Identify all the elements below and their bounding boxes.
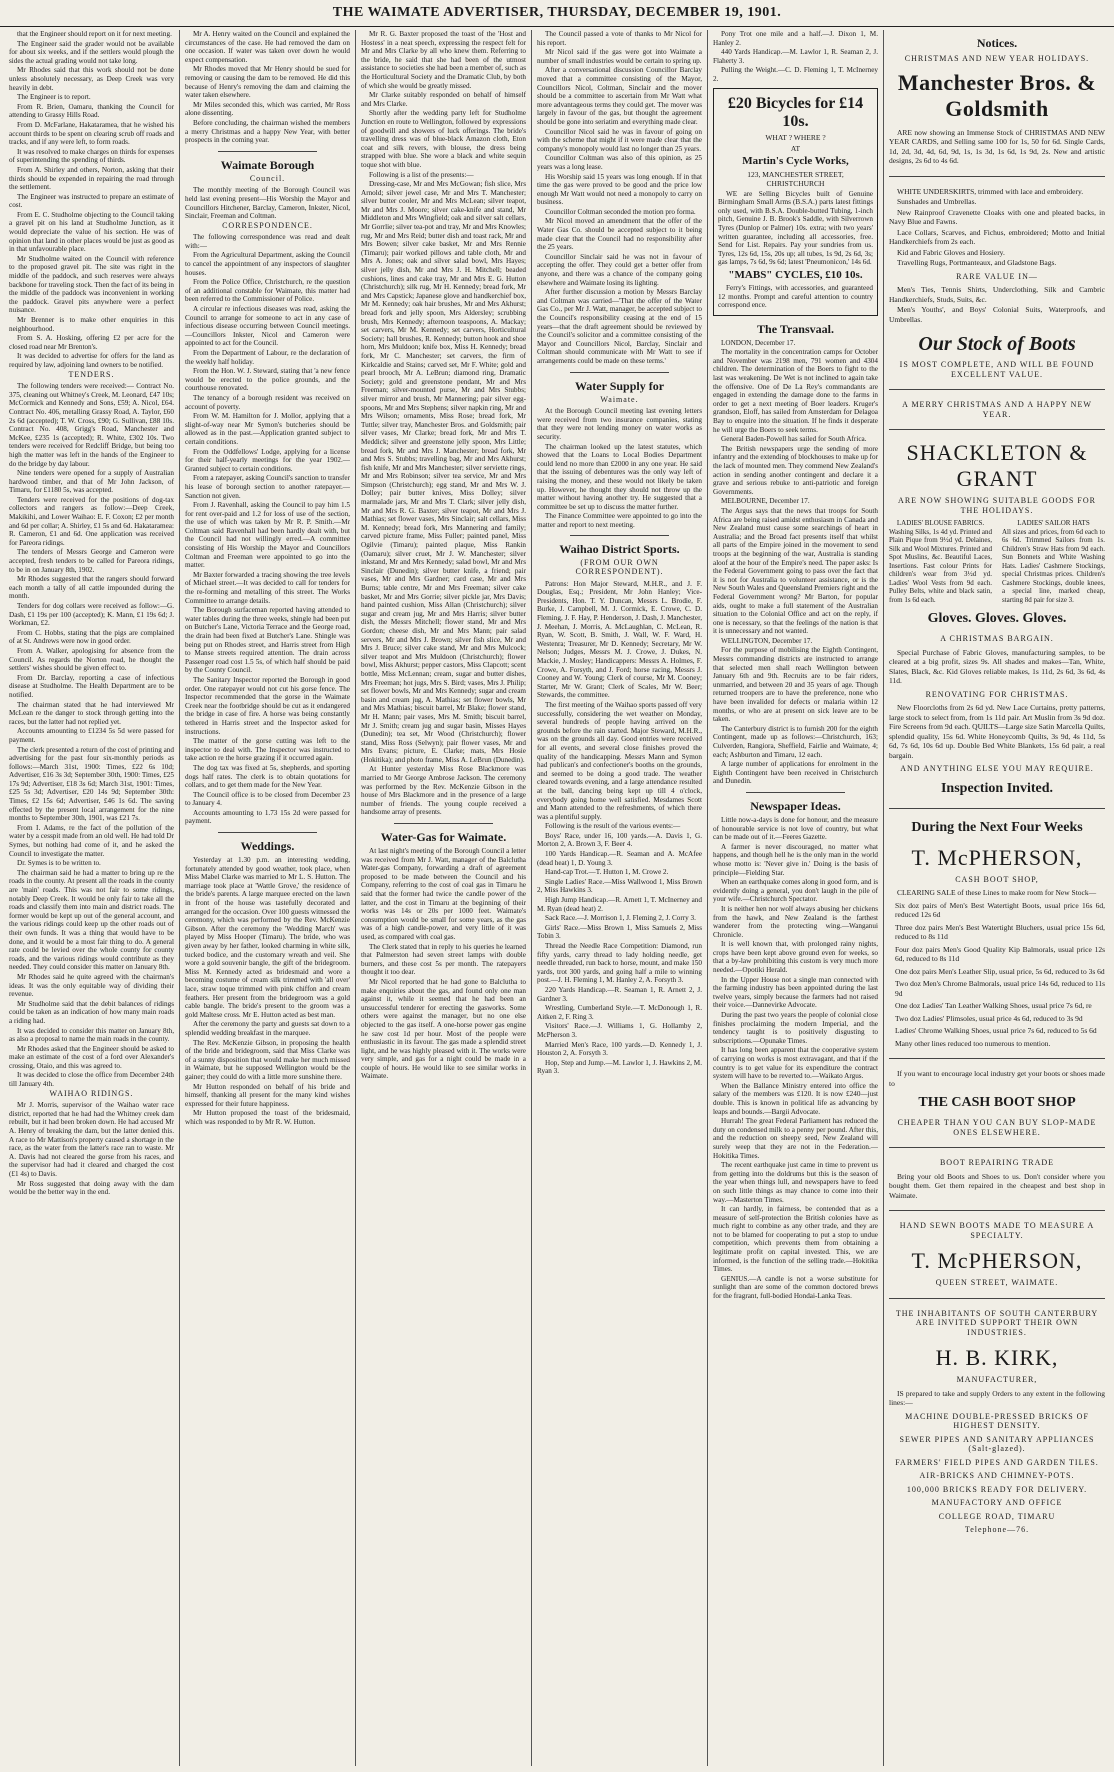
paragraph: From D. McFarlane, Hakataramea, that he wished his account thirds to be spent on clearing scrub off roads and tracks, and if any were left, to form roads.: [9, 120, 174, 147]
paragraph: Mr Clarke suitably responded on behalf of himself and Mrs Clarke.: [361, 91, 526, 108]
gloves-heading: Gloves. Gloves. Gloves.: [927, 611, 1067, 626]
paragraph: Councillor Sinclair said he was not in favour of accepting the offer. They could get a better offer from anyone, and there was a chance of the company going elsewhere and Waimate losing its lighting.: [537, 252, 702, 287]
article-headline: Water-Gas for Waimate.: [380, 830, 507, 845]
paragraph: Dr. Symes is to be written to.: [17, 859, 101, 868]
mcpherson-name: T. McPHERSON,: [911, 844, 1083, 870]
kirk-line: 100,000 BRICKS READY FOR DELIVERY.: [906, 1484, 1088, 1494]
paragraph: The Engineer is to report.: [17, 93, 91, 102]
merry-christmas: A MERRY CHRISTMAS AND A HAPPY NEW YEAR.: [902, 400, 1092, 419]
masthead: THE WAIMATE ADVERTISER, THURSDAY, DECEMBER 19, 1901.: [0, 0, 1114, 27]
paragraph: The tenders of Messrs George and Cameron were accepted, fresh tenders to be called for Pareora ridings, to be in on January 8th, 1902.: [9, 548, 174, 574]
list-body: Washing Silks, 1s 4d yd. Printed and Plain Pique from 9½d yd. Delaines, Silk and Wool Mixtures. Printed and Spot Muslins, &c. Beautiful Laces, Insertions. Fast colour Prints for children's wear from 3½d yd. Ladies' Wool Vests from 9d each. Pulley Belts, white and black satin, from 1s 6d each.: [889, 527, 992, 604]
queen-street: QUEEN STREET, WAIMATE.: [935, 1278, 1059, 1287]
paragraph: Mr Rhodes said that this work should not be done unless absolutely necessary, as Deep Creek was very heavily in debt.: [9, 66, 174, 92]
paragraph: From Dr. Barclay, reporting a case of infectious disease at Studholme. The Health Department are to be notified.: [9, 673, 174, 699]
divider: [218, 151, 317, 152]
column-5: [708, 30, 884, 1766]
paragraph: The Council passed a vote of thanks to Mr Nicol for his report.: [537, 30, 702, 47]
advert-line: WHITE UNDERSKIRTS, trimmed with lace and embroidery.: [897, 186, 1084, 196]
paragraph: Mr Nicol reported that he had gone to Balclutha to make enquiries about the gas, and found only one man against it, while it seemed that he had been an unsuccessful tenderer for erecting the gasworks. Some others were against the manager, but no one else objected to the gas itself. A one-horse power gas engine he saw cost 1d per hour. Most of the people were enthusiastic in its favour. The gas made a splendid street light, and he was highly pleased with it. The works were very simple, and gas for a night could be made in a couple of hours. He would like to see similar works in Waimate.: [361, 977, 526, 1081]
paragraph: The Borough surfaceman reported having attended to water tables during the three weeks, shingle had been put on Butcher's Lane, Victoria Terrace and the George road, the drain had been fixed at Butcher's Lane. Shingle was being put on Rhodes street, and Harris street from High to Manse streets required attention. The drain across Passenger road cost 1.5 5s, of which half should be paid by the County Council.: [185, 606, 350, 675]
paragraph: Hop, Step and Jump.—M. Lawlor 1, J. Hawkins 2, M. Ryan 3.: [537, 1058, 702, 1076]
paragraph: Mr Ross suggested that doing away with the dam would be the better way in the end.: [9, 1179, 174, 1197]
paragraph: WELLINGTON, December 17.: [721, 636, 813, 645]
kirk-line: MACHINE DOUBLE-PRESSED BRICKS OF HIGHEST DENSITY.: [905, 1411, 1089, 1430]
divider: [889, 389, 1105, 390]
paragraph: From W. M. Hamilton for J. Mollor, applying that a slight-of-way near Mr Symon's butcheries should be allowed as in the past.—Application granted subject to certain conditions.: [185, 412, 350, 446]
college-road: COLLEGE ROAD, TIMARU: [938, 1511, 1056, 1521]
article-headline: Water Supply for: [574, 378, 665, 393]
paragraph: High Jump Handicap.—R. Arnett 1, T. McInerney and M. Ryan (dead heat) 2.: [537, 896, 702, 913]
clearing-sale: CLEARING SALE of these Lines to make room for New Stock—: [897, 888, 1097, 897]
paragraph: Mr Studholme waited on the Council with reference to the proposed gravel pit. The site was right in the middle of the paddock, and such reserves were always backbone for traveling stock. Then the fact of its being in the middle of the paddock was inconvenient in working the paddock. Gravel pits anywhere were a perfect nuisance.: [9, 254, 174, 315]
advert-body: Special Purchase of Fabric Gloves, manufacturing samples, to be cleared at a big profit, sizes 9s. All shades and makes—Tan, White, Slates, Black, &c. Kid Gloves reliable makes, 1s 11d, 2s 6d, 3s 6d, 4s 11d.: [889, 647, 1105, 685]
paragraph: Mr Nicol moved an amendment that the offer of the Water Gas Co. should be accepted subject to it being made clear that the Council had no responsibility after the 25 years.: [537, 217, 702, 252]
paragraph: Mr Rhodes suggested that the rangers should forward each month a tally of all cattle impounded during the month.: [9, 575, 174, 601]
article-subheadline: Waimate.: [600, 394, 639, 404]
paragraph: Married Men's Race, 100 yards.—D. Kennedy 1, J. Houston 2, A. Forsyth 3.: [537, 1040, 702, 1058]
paragraph: Tenders for dog collars were received as follow:—G. Dash, £1 19s per 100 (accepted); K. Mann, £1 19s 6d; J. Workman, £2.: [9, 602, 174, 628]
advert-body: New Floorcloths from 2s 6d yd. New Lace Curtains, pretty patterns, large stock to select from, from 1s 11d pair. Art Muslin from 3s 9d doz. Fire Screens from 9d each. QUILTS—Large size Satin Marcella Quilts, splendid quality, 15s 6d. White Honeycomb Quilts, 3s 9d, 4s 11d, 5s 6d, 7s 6d, 10s 6d up. Double Bed White Blankets, 15s 6d pair, a real bargain.: [889, 703, 1105, 760]
advert-line: Men's Ties, Tennis Shirts, Underclothing, Silk and Cambric Handkerchiefs, Studs, Suits, &c.: [889, 285, 1105, 304]
advert-body: IS prepared to take and supply Orders to any extent in the following lines:—: [889, 1388, 1105, 1407]
column-1: [4, 30, 180, 1766]
bicycle-advert: [713, 88, 878, 316]
paragraph: Thread the Needle Race Competition: Diamond, run fifty yards, carry thread to lady holding needle, get needle threaded, run back to horse, mount, and make 150 yards, trot 300 yards, and going half a mile to winning post.—J. H. Fleming 1, M. Hanley 2, A. Forsyth 3.: [537, 942, 702, 985]
paragraph: The recent earthquake just came in time to prevent us from getting into the doldrums but this is the season of the year when things lull, and newspapers have to feed on such little things as may chance to come into their way.—Masterton Times.: [713, 1161, 878, 1204]
paragraph: At last night's meeting of the Borough Council a letter was received from Mr J. Watt, manager of the Balclutha Water-gas Company, forwarding a draft of agreement proposed to be made between the Council and his Company, referring to the cost of coal gas in Timaru he said that the former had twice the candle power of the latter, and the cost in Timaru at the beginning of their works was 14s or 20s per 1000 feet. Waimate's consumption would be small for some years, as the gas was of a high candle-power, and very little of it was used, as compared with coal gas.: [361, 847, 526, 941]
paragraph: It was decided to consider this matter on January 8th, as also a proposal to name the main roads in the county.: [9, 1026, 174, 1044]
paragraph: 100 Yards Handicap.—R. Seaman and A. McAfee (dead heat) 1, D. Young 3.: [537, 850, 702, 867]
paragraph: Single Ladies' Race.—Miss Wallwood 1, Miss Brown 2, Miss Hawkins 3.: [537, 877, 702, 895]
paragraph: A circular re infectious diseases was read, asking the Council to arrange for someone to act in any case of infectious disease occurring between Council meetings.—Councillors Inkster, Nicol and Cameron were appointed to act for the Council.: [185, 305, 350, 348]
advert-address: 123, MANCHESTER STREET, CHRISTCHURCH: [747, 169, 844, 188]
paragraph: The Finance Committee were appointed to go into the matter and report to next meeting.: [537, 512, 702, 529]
four-weeks-heading: During the Next Four Weeks: [911, 819, 1083, 835]
paragraph: During the past two years the people of colonial close finishes proclaiming the modern Imperial, and the tendency taught is to positively disgusting to subscriptions.—Opunake Times.: [713, 1011, 878, 1045]
divider: [889, 1298, 1105, 1299]
paragraph: Accounts amounting to £1234 5s 5d were passed for payment.: [9, 727, 174, 744]
inhabitants-line: THE INHABITANTS OF SOUTH CANTERBURY ARE INVITED SUPPORT THEIR OWN INDUSTRIES.: [895, 1308, 1099, 1337]
paragraph: The Clerk stated that in reply to his queries he learned that Palmerston had seven street lamps with double burners, and these cost 5s per month. The ratepayers thought it too dear.: [361, 942, 526, 977]
divider: [889, 1147, 1105, 1148]
paragraph: From the Police Office, Christchurch, re the question of an additional constable for Waimate, this matter had been referred to the Commissioner of Police.: [185, 278, 350, 304]
advert-line: Sunshades and Umbrellas.: [897, 197, 977, 206]
article-headline: Waimate Borough: [220, 157, 315, 172]
paragraph: The Council office is to be closed from December 23 to January 4.: [185, 790, 350, 808]
paragraph: The following tenders were received:— Contract No. 375, cleaning out Whitney's Creek, M. Leonard, £47 10s; McCormick and Kennedy and Sons, £59; A. Nicol, £64. Contract No. 406, metalling Grassy Road, A. Taylor, £60 2s 6d (accepted); T. W. Cross, £90; G. Sullivan, £88 10s. Contract No. 408, Grigg's Road, Manchester and McKee, £235 1s (accepted); R. White, £302 10s. Two tenders were received for Redcliff Bridge, but being too high the matter was left in the hands of the Engineer to do the bridge by day labour.: [9, 382, 174, 468]
article-subheadline: Council.: [249, 173, 286, 183]
paragraph: It was resolved to make charges on thirds for expenses of superintending the spending of thirds.: [9, 147, 174, 165]
paragraph: The Sanitary Inspector reported the Borough in good order. One ratepayer would not cut his gorse fence. The Inspector recommended that the gorse in the Waimate Creek near the footbridge should be cut as it endangered the bridge in case of fire. A horse was being constantly tethered in Harris street and the Inspector asked for instructions.: [185, 675, 350, 736]
paragraph: In the Upper House not a single man connected with the farming industry has been appointed during the last twelve years, simply because the farmers had not raised their voice.—Dannevirke Advocate.: [713, 975, 878, 1010]
paragraph: The chairman stated that he had interviewed Mr McLean re the danger to stock through getting into the races, but the latter had not replied yet.: [9, 700, 174, 726]
manchester-bros-name: Manchester Bros. & Goldsmith: [897, 69, 1097, 121]
section-heading: CORRESPONDENCE.: [222, 220, 313, 230]
paragraph: The first meeting of the Waihao sports passed off very successfully, considering the wet weather on Monday, several hundreds of people having arrived on the grounds before the rain started. Major Steward, M.H.R., was on the grounds all day. Good entries were received for all events, and several close finishes proved the quality of the handicapping. Messrs Mann and Symon had publican's and confectioner's booths on the grounds, and seemed to be doing a good trade. The weather cleared towards evening, and a large attendance resulted at the ball, dancing being kept up till 4 o'clock, everybody going home well satisfied. Mesdames Scott and Mann attended to the refreshments, of which there was a plentiful supply.: [537, 700, 702, 821]
price-line: Two doz Men's Chrome Balmorals, usual price 14s 6d, reduced to 11s 9d: [895, 979, 1105, 998]
advert-body: ARE now showing an Immense Stock of CHRISTMAS AND NEW YEAR CARDS, and Selling same 100 for 1s, 50 for 6d. Single Cards, 1d, 2d, 3d, 4d, 6d, 9d, 1s, 1s 3d, 1s 6d, 1s 9d, 2s. New and artistic designs, 2s 6d to 4s 6d.: [889, 127, 1105, 165]
kirk-line: SEWER PIPES AND SANITARY APPLIANCES (Salt-glazed).: [899, 1434, 1095, 1453]
paragraph: Mr Baxter forwarded a tracing showing the tree levels of Michael street.—It was decided to call for tenders for the re-forming and metalling of this street. The Works Committee to arrange details.: [185, 570, 350, 605]
paragraph: Mr Hutton responded on behalf of his bride and himself, thanking all present for the many kind wishes expressed for their future happiness.: [185, 1082, 350, 1108]
paragraph: The following correspondence was read and dealt with:—: [185, 233, 350, 250]
advert-line: Men's Youths', and Boys' Colonial Suits, Waterproofs, and Umbrellas.: [889, 305, 1105, 324]
paragraph: From the Department of Labour, re the declaration of the weekly half holiday.: [185, 349, 350, 366]
paragraph: Mr Hutton proposed the toast of the bridesmaid, which was responded to by Mr R. W. Hutton.: [185, 1109, 350, 1126]
gloves-subheading: A CHRISTMAS BARGAIN.: [940, 634, 1054, 643]
manufactory: MANUFACTORY AND OFFICE: [931, 1498, 1063, 1507]
paragraph: Before concluding, the chairman wished the members a merry Christmas and a happy New Year, with better prospects in the coming year.: [185, 118, 350, 145]
rare-value: RARE VALUE IN—: [956, 271, 1038, 281]
two-column-list: [889, 519, 1105, 604]
paragraph: Visitors' Race.—J. Williams 1, G. Hollamby 2, McPherson 3.: [537, 1022, 702, 1039]
price-line: One doz pairs Men's Leather Slip, usual price, 5s 6d, reduced to 3s 6d: [895, 966, 1105, 976]
paragraph: Mr J. Morris, supervisor of the Waihao water race district, reported that he had had the Whitney creek dam rebuilt, but it had been broken down. He had accused Mr A. Henry of breaking the dam, but the latter denied this. A race to Mr Mattison's property caused a shortage in the race, as the water from the latter's race ran to waste. Mr A. Davis had not cleared the gorse from his races, and the supervisor had had it cleared and charged the cost (£1 4s) to Davis.: [9, 1101, 174, 1178]
paragraph: Patrons: Hon Major Steward, M.H.R., and J. F. Douglas, Esq.; President, Mr John Hanley; Vice-Presidents, Hon. T. Y. Duncan, Messrs L. Brodie, F. Burke, J. Campbell, M. J. Cormick, E. Crowe, C. D. Fleming, J. F. Hay, P. Henderson, J. Dash, J. Manchester, J. Meehan, J. Morris, A. McLaughlan, C. McLean, R. Ryan, W. Scott, B. Smith, J. Wall, W. F. Ward, H. Westenra; Treasurer, Mr D. Kennedy; Secretary, Mr W. Nelson; Judges, Messrs M. J. Crowe, J. Dukes, N. Mackie, J. Mosley; Handicappers: Messrs A. Holmes, F. Crowe, A. Forsyth, and J. Ford; horse racing, Messrs J. Cooney and W. Young; Clerk of course, Mr M. Cooney; Starter, Mr W. Grant; Clerk of Scales, Mr W. Beer; Stewards, the committee.: [537, 579, 702, 700]
paragraph: Little now-a-days is done for honour, and the measure of honourable service is not love of country, but what can be made out of it.—Feeres Gazette.: [713, 815, 878, 842]
paragraph: Councillor Nicol said he was in favour of going on with the scheme that might if it were made clear that the company's monopoly would last no longer than 25 years.: [537, 127, 702, 153]
paragraph: Shortly after the wedding party left for Studholme Junction en route to Wellington, followed by expressions of goodwill and showers of luck offerings. The bride's travelling dress was of blue-black Amazon cloth, Eton coat and silk revers, with blouse, the dress being strapped with blue. She wore a black and white sequin toque shot with blue.: [361, 109, 526, 169]
paragraph: Wrestling, Cumberland Style.—T. McDonough 1, R. Aitken 2, F. Ring 3.: [537, 1004, 702, 1021]
paragraph: Accounts amounting to 1.73 15s 2d were passed for payment.: [185, 808, 350, 826]
paragraph: From E. C. Studholme objecting to the Council taking a gravel pit on his land at Studholme Junction, as it would depreciate the value of his section. He was of opinion that land in other places would be just as good as in that unfavourable place.: [9, 210, 174, 254]
notices-heading: Notices.: [976, 36, 1018, 50]
paragraph: 440 Yards Handicap.—M. Lawlor 1, R. Seaman 2, J. Flaherty 3.: [713, 48, 878, 65]
handsewn-line: HAND SEWN BOOTS MADE TO MEASURE A SPECIALTY.: [899, 1221, 1095, 1240]
paragraph: Tenders were received for the positions of dog-tax collectors and rangers as follow:—Deep Creek, Makikihi, and Lower Waihao: E. F. Coxon; £2 per month and 6d per collar; A. Shirley, £1 5s and 6d. Hakataramea: R. Cameron, £1 and 6d. One application was received for Pareora ridings.: [9, 495, 174, 547]
list-body: All sizes and prices, from 6d each to 6s 6d. Trimmed Sailors from 1s. Children's Straw Hats from 9d each. Sun Bonnets and White Washing Hats. Ladies' Cashmere Stockings, special Christmas prices. Children's Cashmere Stockings, double knees, a special line, marked cheap, starting 8d pair for size 3.: [1002, 527, 1105, 604]
paragraph: Yesterday at 1.30 p.m. an interesting wedding, fortunately attended by good weather, took place, when Miss Mabel Clarke was married to Mr L. S. Hutton. The marriage took place at 'Wattle Grove,' the residence of the bride's parents. A large marquee erected on the lawn in front of the house was tastefully decorated and arranged for the occasion. Over 100 guests witnessed the ceremony, which was performed by the Rev. McKenzie Gibson. After the ceremony the 'Wedding March' was played by Miss Hooper (Timaru). The bride, who was given away by her father, looked charming in white silk, tucked bodice, and the customary wreath and veil. She wore a gold souvenir bangle, the gift of the bridegroom. Miss M. Kennedy acted as bridesmaid and wore a becoming costume of cream silk trimmed with 'all over' lace, straw toque trimmed with pink chiffon and cream feathers. Her present from the bridegroom was a gold cable bangle. The bride's present to the groom was a gold Maltese cross. Mr E. Hutton acted as best man.: [185, 856, 350, 1019]
paragraph: From the Oddfellows' Lodge, applying for a license for their half-yearly meetings for the year 1902.—Granted subject to certain conditions.: [185, 447, 350, 473]
advert-line: New Rainproof Cravenette Cloaks with one and pleated backs, in Navy Blue and Fawns.: [889, 207, 1105, 226]
paragraph: It is neither hen nor wolf always abusing her chickens from the hawk, and New Zealand is the farthest wanderer from the protecting wing.—Wanganui Chronicle.: [713, 904, 878, 939]
paragraph: General Baden-Powell has sailed for South Africa.: [721, 435, 867, 444]
paragraph: After a conversational discussion Councillor Barclay moved that a committee consisting of the Mayor, Councillors Nicol, Coltman, Sinclair and the mover should be a committee to ascertain from Mr Watt what more advantageous terms they could get. The mover was largely in favour of the gas, but thought the agreement should be gone into seriatim and everything made clear.: [537, 66, 702, 126]
paragraph: Pulling the Weight.—C. D. Fleming 1, T. McInerney 2.: [713, 66, 878, 83]
divider: [889, 808, 1105, 809]
paragraph: LONDON, December 17.: [721, 338, 796, 347]
paragraph: Mr R. G. Baxter proposed the toast of the 'Host and Hostess' in a neat speech, expressing the respect felt for Mr and Mrs Clarke by all who knew them. Referring to the bride, he said that she had been of the utmost assistance to societies she had been a member of, such as the Horticultural Society and the Dramatic Club, by both of which she would be greatly missed.: [361, 30, 526, 90]
column-2: [180, 30, 356, 1766]
paragraph: Girls' Race.—Miss Brown 1, Miss Samuels 2, Miss Tobin 3.: [537, 923, 702, 941]
paragraph: Sack Race.—J. Morrison 1, J. Fleming 2, J. Corry 3.: [545, 914, 696, 923]
section-heading: WAIHAO RIDINGS.: [49, 1088, 134, 1098]
paragraph: The monthly meeting of the Borough Council was held last evening present—His Worship the Mayor and Councillors Hitchener, Barclay, Cameron, Inkster, Nicol, Sinclair, Freeman and Coltman.: [185, 186, 350, 221]
holiday-line: CHRISTMAS AND NEW YEAR HOLIDAYS.: [904, 54, 1090, 63]
byline: (FROM OUR OWN CORRESPONDENT).: [575, 558, 664, 577]
advert-business-name: Martin's Cycle Works,: [742, 154, 849, 167]
kirk-name: H. B. KIRK,: [935, 1345, 1059, 1370]
paragraph: From the Hon. W. J. Steward, stating that 'a new fence would be erected to the police grounds, and the courthouse renovated.: [185, 367, 350, 393]
divider: [889, 1058, 1105, 1059]
list-heading: LADIES' BLOUSE FABRICS.: [896, 519, 985, 527]
article-headline: The Transvaal.: [757, 321, 834, 336]
price-line: Four doz pairs Men's Good Quality Kip Balmorals, usual price 12s 6d, reduced to 8s 11d: [895, 944, 1105, 963]
paragraph: The chairman said he had a matter to bring up re the roads in the county. At present all the roads in the county are 'main' roads. This was not fair to some ridings, notably Deep Creek. It would be only fair to take all the roads and classify them into main and district roads. The former would be kept up out of the general account, and the various ridings could keep up the other roads out of their own funds. It was a thing that would have to be done, and it would be a most fair thing to do. A general rate could be levied over the whole county for county roads, and the various ridings would contribute as they needed. They could consider this matter on January 8th.: [9, 868, 174, 972]
boots-heading: Our Stock of Boots: [918, 333, 1076, 355]
paragraph: From R. Brien, Oamaru, thanking the Council for attending to Grassy Hills Road.: [9, 102, 174, 120]
cheaper-line: CHEAPER THAN YOU CAN BUY SLOP-MADE ONES ELSEWHERE.: [897, 1118, 1097, 1137]
paragraph: Hurrah! The great Federal Parliament has reduced the duty on condensed milk to a penny per pound. After this, and the reduction on sheepy seed, New Zealand will surely weep that they are not in the Federation.—Hokitika Times.: [713, 1117, 878, 1160]
paragraph: From C. Hobbs, stating that the pigs are complained of at St. Andrews were now in good order.: [9, 628, 174, 646]
paragraph: Mr Brenner is to make other enquiries in this neighbourhood.: [9, 316, 174, 333]
paragraph: From A. Walker, apologising for absence from the Council. As regards the Norton road, he thought the settlers' wishes should be given effect to.: [9, 646, 174, 673]
divider: [889, 1210, 1105, 1211]
mcpherson-name: T. McPHERSON,: [911, 1248, 1083, 1273]
article-headline: Waihao District Sports.: [559, 542, 680, 557]
advert-line: Kid and Fabric Gloves and Hosiery.: [897, 247, 1005, 257]
price-line: Ladies' Chrome Walking Shoes, usual price 7s 6d, reduced to 5s 6d: [895, 1026, 1097, 1035]
paragraph: Pony Trot one mile and a half.—J. Dixon 1, M. Hanley 2.: [713, 30, 878, 47]
paragraph: A farmer is never discouraged, no matter what happens, and though hell he is the only man in the world whose motto is: 'Never give in.' Doing is the basis of principle—Fielding Star.: [713, 842, 878, 877]
column-6-notices: [884, 30, 1110, 1766]
paragraph: His Worship said 15 years was long enough. If in that time the gas were proved to be good and the price low enough Mr Watt would not need a monopoly to carry on business.: [537, 172, 702, 207]
paragraph: Councillor Coltman was also of this opinion, as 25 years was a long lease.: [537, 154, 702, 171]
left-list: [889, 519, 992, 604]
paragraph: Hand-cap Trot.—T. Hutton 1, M. Crowe 2.: [545, 868, 669, 877]
right-list: [1002, 519, 1105, 604]
paragraph: Mr Nicol said if the gas were got into Waimate a number of small industries would be certain to spring up.: [537, 48, 702, 65]
price-line: One doz Ladies' Tan Leather Walking Shoes, usual price 7s 6d, re: [895, 1001, 1092, 1010]
paragraph: Following is a list of the presents:—: [369, 170, 474, 179]
paragraph: From A. Shirley and others, Norton, asking that their thirds should be expended in repairing the road through the settlement.: [9, 165, 174, 192]
renovating-heading: RENOVATING FOR CHRISTMAS.: [925, 689, 1069, 699]
advert-body: WE are Selling Bicycles built of Genuine Birmingham Small Arms (B.S.A.) parts latest fittings only used, with B.S.A. Double-butted Tubing, 1-inch pitch, Genuine J. B. Brook's Saddle, with Silverrown Tyres (Dunlop or Palmer) 10s. extra; with two years' written guarantee, including all accessories, free. Send for List. Repairs. Pay your sundries from us. Tyres, 12s 6d, 15s, 20s up; all tubes, 1s 9d, 2s 6d, 3s; gas lamps, 7s 6d, 9s 6d; latest 'Pneumonicon,' 14s 6d.: [718, 189, 873, 267]
price-line: Many other lines reduced too numerous to mention.: [895, 1038, 1051, 1048]
paragraph: At Hunter yesterday Miss Rose Blackmore was married to Mr George Ambrose Jackson. The ceremony was performed by the Rev. McKenzie Gibson in the house of Mrs Blackmore and in the presence of a large number of friends. The young couple received a handsome array of presents.: [361, 765, 526, 817]
paragraph: The Canterbury district is to furnish 200 for the eighth Contingent, made up as follows:—Christchurch, 163; Culverden, Rangiora, Sheffield, Fairlie and Waimate, 4; each; Ashburton and Timaru, 12 each.: [713, 724, 878, 759]
divider: [218, 832, 317, 833]
advert-body: ARE NOW SHOWING SUITABLE GOODS FOR THE HOLIDAYS.: [898, 496, 1096, 515]
paragraph: From I. Adams, re the fact of the pollution of the water by a cesspit made from an old well. He had told Dr Symes, but nothing had come of it, and he asked the Council to investigate the matter.: [9, 823, 174, 858]
paragraph: It can hardly, in fairness, be contended that as a measure of self-protection the British colonies have as much right to combine as any other trade, and they are not to be blamed for cooperating to put a stop to undue competition, which prevents them from obtaining a legitimate profit on capital invested. This, we are informed, is the function of the selling trade.—Hokitika Times.: [713, 1205, 878, 1274]
divider: [394, 823, 493, 824]
paragraph: When an earthquake comes along in good form, and is evidently doing a general, you don't laugh in the pile of your wife.—Christchurch Spectator.: [713, 878, 878, 904]
paragraph: Mr Rhodes said he quite agreed with the chairman's ideas. It was the only equitable way of dividing their revenue.: [9, 972, 174, 999]
boot-repairing: BOOT REPAIRING TRADE: [939, 1158, 1055, 1167]
advert-tail: Ferry's Fittings, with accessories, and guaranteed 12 months. Prompt and careful attention to country correspond ence.: [718, 283, 873, 310]
paragraph: A large number of applications for enrolment in the Eighth Contingent have been received in Christchurch and Dunedin.: [713, 760, 878, 786]
paragraph: The dog tax was fixed at 5s, shepherds, and sporting dogs half rates. The clerk is to obtain quotations for collars, and to get them made for the New Year.: [185, 763, 350, 790]
paragraph: The Engineer was instructed to prepare an estimate of cost.: [9, 192, 174, 210]
column-3: [356, 30, 532, 1766]
inspection-invited: Inspection Invited.: [940, 780, 1054, 796]
paragraph: Mr Rhodes asked that the Engineer should be asked to make an estimate of the cost of a ford over Alexander's crossing, Otaio, and this was agreed to.: [9, 1044, 174, 1070]
column-4: [532, 30, 708, 1766]
advert-line: Travelling Rugs, Portmanteaux, and Gladstone Bags.: [897, 258, 1057, 267]
price-line: Two doz Ladies' Plimsoles, usual price 4s 6d, reduced to 3s 9d: [895, 1013, 1083, 1023]
kirk-line: AIR-BRICKS AND CHIMNEY-POTS.: [919, 1471, 1075, 1480]
paragraph: It was decided to close the office from December 24th till January 4th.: [9, 1071, 174, 1089]
paragraph: Dressing-case, Mr and Mrs McGowan; fish slice, Mrs Arnold; silver jewel case, Mr and Mrs T. Manchester; silver butter cooler, Mr and Mrs McLean; silver teapot, Mr and Mrs J. Moore; silver cake-knife and stand, Mr Middleton and Mrs Wingfield; oak and silver salt cellars, Mr Gorrlie; silver tea-pot and tray, Mr and Mrs Knowles; rug, Mr and Mrs Reid; butter dish and toast rack, Mr and Mrs Bowen; silver cake basket, Mr and Mrs Rennie (Timaru); pair worked pillows and table cloth, Mr and Mrs A. Jones; oak and silver salad bowl, Mrs Hayes; silver jelly dish, Mr and Mrs J. H. Mitchell; beaded cushions, lines and cake tray, Mr and Mrs E. G. Hutton (Christchurch); silk rug, Mr H. Kennedy; bread fork, Mr and Mrs Capstick; Japanese glove and handkerchief box, Mr M. Kennedy; oak hair brushes, Mr and Mrs Akhurst; bread fork and jelly spoon, Mrs Aldersley; scrubbing brush, Mrs Kennedy; afternoon teaspoons, A. Mackay; set carvers, Mr M. Kennedy; set carvers, Horticultural Society; hall brushes, R. Kennedy; button hook and shoe horn, Mrs Muldoon; knife box, Miss H. Kennedy; bread fork, Mr C. Manchester; set carvers, the firm of Kirkcaldie and Stains; carved set, Mr F. White; gold and pearl brooch, Mr A. LeBrun; diamond ring, Dramatic Society; gold and greenstone pendant, Mr and Mrs Freeman; silver-mounted purse, Mr and Mrs Stubbs; silver mirror and brush, Mr Mannering; pair silver egg-spoons, Mr and Mrs Stephens; silver napkin ring, Mr and Mrs Wilson; ornaments, Miss Rose; bread fork, Mr Tuttle; silver tray, Manchester Bros. and Goldsmith; pair silver vases, Mr Clarke; bread fork, Mr and Mrs T. Meddick; silver and greenstone jelly spoon, Mrs Little; bread fork, Mr and Mrs J. Manchester; bread fork, Mr and Mrs S. Stubbs; travelling bag, Mr and Mrs Akhurst; fish knife, Mr and Mrs Manchester; silver serviette rings, Mr and Mrs Robinson; silver tea service, Mr and Mrs Simpson (Christchurch); egg stand, Mr and Mrs W. J. Dolley; pair butter knives, Miss Dolley; silver marmalade jars, Mr and Mrs T. Clark; silver jelly dish, Mr and Mrs R. G. Baxter; silver teapot, Mr and Mrs J. Mathias; set flower vases, Mrs Sinclair; salt cellars, Miss M. Kennedy; bread fork, Mrs Mannering and family; carved picture frame, Miss Fuller; painted panel, Miss Ogilvie (Timaru); painted plaque, Miss Rankin (Oamaru); silver cruet, Mr J. W. Manchester; silver inkstand, Mr and Mrs Kennedy; salad bowl, Mr and Mrs Sinclair (Dunedin); silver butter knife, a friend; pair vases, Mr and Mrs Gardner; card case, Mr and Mrs Burns; table centre, Mr and Mrs Freeman; silver cake basket, Mr and Mrs Gorrie; silver pickle jar, Mrs Davis; hand painted cushion, Miss Allan (Christchurch); silver sugar and cream jug, Mr and Mrs Harris; silver butter dish, the Messrs Mitchell; flower stand, Mr and Mrs Gordon; cheese dish, Mr and Mrs Mann; pair salad servers, Mr and Mrs J. Brown; silver fish slice, Mr and Mrs J. Bruce; silver cake stand, Mr and Mrs Mulcock; silver teapot and Mrs Muldoon (Christchurch); flower bowl, Miss Akhurst; pepper castors, Miss Clapcott; scent bottle, Miss McLennan; cream, sugar and butter dishes, Mrs Freeman; hot jugs, Mrs S. Bird; vases, Mrs J. Philip; set flower bowls, Mr and Mrs Kennedy; sugar and cream basin and cream jug, A. Mathias; set flower bowls, Mr and Mrs Mathias; biscuit barrel, Mr Blake; flower stand, Mr H. Mann; pair vases, Mrs M. Smith; biscuit barrel, Mr J. Smith; cream jug and sugar basin, Misses Hayes (Dunedin); tea set, Mr Wood (Christchurch); flower stand, Miss Ross (Selwyn); pair flower vases, Mr and Mrs Evans; picture, E. Clarke; mats, Mrs Hosie (Hokitika); and photo frame, Miss A. LeBrun (Dunedin).: [361, 180, 526, 764]
paragraph: From the Agricultural Department, asking the Council to cancel the appointment of any inspectors of slaughter houses.: [185, 251, 350, 277]
divider: [889, 176, 1105, 177]
paragraph: After further discussion a motion by Messrs Barclay and Coltman was carried—'That the offer of the Water Gas Co., per Mr J. Watt, manager, be accepted subject to the Council's responsibility ceasing at the end of 15 years—that the draft agreement should be reviewed by the Council's solicitor and a committee consisting of the Mayor and Councillors Nicol, Barclay, Sinclair and Coltman should communicate with Mr Watt to see if arrangements could be made on these terms.': [537, 288, 702, 365]
paragraph: The chairman looked up the latest statutes, which showed that the Loans to Local Bodies Department could lend no more than £2000 in any one year. He said that the issuing of debentures was the only way left of raising the money, and these would not likely be taken up. However, he thought they should not throw up the matter without having another try. He suggested that a committee be set up to discuss the matter further.: [537, 442, 702, 511]
paragraph: 220 Yards Handicap.—R. Seaman 1, R. Arnett 2, J. Gardner 3.: [537, 985, 702, 1003]
article-headline: Weddings.: [240, 839, 295, 854]
shackleton-grant-name: SHACKLETON & GRANT: [906, 440, 1088, 491]
paragraph: Mr A. Henry waited on the Council and explained the circumstances of the case. He had removed the dam on one occasion. If water was taken over down he would expect compensation.: [185, 30, 350, 64]
paragraph: The matter of the gorse cutting was left to the inspector to deal with. The Inspector was instructed to take action re the horse grazing if it occurred again.: [185, 737, 350, 763]
paragraph: The Engineer said the grader would not be available for about six weeks, and if the settlers would plough the sides the actual grading would not take long.: [9, 39, 174, 65]
advert-title: £20 Bicycles for £14 10s.: [727, 94, 864, 130]
advert-tagline: "MABS" CYCLES, £10 10s.: [728, 268, 863, 281]
boots-subheading: IS MOST COMPLETE, AND WILL BE FOUND EXCELLENT VALUE.: [899, 360, 1095, 379]
kirk-line: FARMERS' FIELD PIPES AND GARDEN TILES.: [895, 1457, 1099, 1467]
paragraph: The clerk presented a return of the cost of printing and advertising for the past four six-monthly periods as follows:—March 31st, 1900: Times, £22 6s 10d; Advertiser, £16 3s 3d; September 30th, 1900: Times, £25 17s 9d; Advertiser, £18 3s 6d; March 31st, 1901: Times, £25 5s 3d; Advertiser, £20 14s 9d; September 30th: Times, £2 15s 6d; Advertiser, £46 1s 6d. The saving effected by the present local arrangement for the nine months to September 30th, 1901, was £21 7s.: [9, 745, 174, 823]
divider: [570, 535, 669, 536]
price-line: Three doz pairs Men's Best Watertight Bluchers, usual price 15s 6d, reduced to 8s 11d: [895, 922, 1105, 941]
paragraph: MELBOURNE, December 17.: [721, 497, 810, 506]
paragraph: When the Ballance Ministry entered into office the salary of the members was £120. It is now £240—just double. This is known in political life as advancing by leaps and bounds.—Bargii Advocate.: [713, 1081, 878, 1116]
section-heading: TENDERS.: [68, 369, 115, 379]
divider: [889, 429, 1105, 430]
paragraph: For the purpose of mobilising the Eighth Contingent, Messrs commanding districts are instructed to arrange that selected men shall reach Wellington between January 6th and 9th. Recruits are to be fair riders, unmarried, and between 20 and 35 years of age. Though returned troopers are to have the preference, none who have been invalided for defects or malaria within 12 months, or who are at present on sick leave are to be taken.: [713, 646, 878, 724]
paragraph: Mr Miles seconded this, which was carried, Mr Ross alone dissenting.: [185, 100, 350, 118]
paragraph: Nine tenders were opened for a supply of Australian hardwood timber, and that of Mr John Jackson, of Timaru, for £1180 5s, was accepted.: [9, 469, 174, 495]
telephone: Telephone—76.: [964, 1525, 1030, 1534]
paragraph: From S. A. Hosking, offering £2 per acre for the closed road near Mr Brenton's.: [9, 334, 174, 351]
price-line: Six doz pairs of Men's Best Watertight Boots, usual price 16s 6d, reduced 12s 6d: [895, 900, 1105, 919]
cash-boot-shop-heading: THE CASH BOOT SHOP: [918, 1095, 1076, 1110]
paragraph: Mr Studholme said that the debit balances of ridings could be taken as an indication of how many main roads a riding had.: [9, 999, 174, 1025]
advert-line: Lace Collars, Scarves, and Fichus, embroidered; Motto and Initial Handkerchiefs from 2s each.: [889, 227, 1105, 246]
list-heading: LADIES' SAILOR HATS: [1017, 519, 1090, 527]
manufacturer: MANUFACTURER,: [956, 1375, 1038, 1384]
paragraph: Councillor Coltman seconded the motion pro forma.: [545, 207, 696, 216]
paragraph: Boys' Race, under 16, 100 yards.—A. Davis 1, G. Morton 2, A. Brown 3, F. Beer 4.: [537, 831, 702, 849]
advert-body: Bring your old Boots and Shoes to us. Don't consider where you bought them. Get them repaired in the cheapest and best shop in Waimate.: [889, 1171, 1105, 1200]
divider: [570, 372, 669, 373]
paragraph: The Rev. McKenzie Gibson, in proposing the health of the bride and bridegroom, said that Miss Clarke was of a sunny disposition that would make her much missed in Waimate, but he supposed Wellington would be the gainer; they could do with a little more sunshine there.: [185, 1038, 350, 1081]
paragraph: The mortality in the concentration camps for October and November was 2198 men, 791 women and 4304 children. The determination of the Boers to fight to the last was weakening. De Wet is not inclined to again take the offensive. One of De La Rey's commandants are engaged in extending the damage done to the farms in order to get a next meeting of Boer leaders. Kruger's grandson, Eloff, has sailed from Amsterdam for Delagoa Bay to enquire into the situation. If he finds it desperate he will urge the Boers to seek terms.: [713, 348, 878, 434]
paragraph: Following is the result of the various events:—: [545, 822, 681, 831]
paragraph: GENIUS.—A candle is not a worse substitute for sunlight than are some of the common doctored brews for the fragrant, full-bodied Hondai-Lanka Teas.: [713, 1274, 878, 1301]
paragraph: It has long been apparent that the cooperative system of carrying on works is most extravagant, and that if the country is to get value for its expenditure the contract system will have to be reverted to.—Waikato Argus.: [713, 1046, 878, 1081]
paragraph: It was decided to advertise for offers for the land as required by law, adjoining land owners to be notified.: [9, 352, 174, 369]
paragraph: The Argus says that the news that troops for South Africa are being raised amidst enthusiasm in Canada and New Zealand must cause some searchings of heart in Australia; and the Broad fact presents itself that whilst all parts of the Empire joined in the movement to send troops at the beginning of the war, Australia is standing aloof at the hour of the Empire's need. The paper asks: Is the Federal Government going to pass over the fact that it is not for Australia to volunteer assistance, or is the New South Wales and Queensland Premiers right and the Federal Government wrong? Mr Barton, for popular aids, ought to make a full statement of the Australian situation to the Colonial Office and act on the reply, if one is necessary, so that the feelings of the nation is that it is unnecessary and not wanted.: [713, 506, 878, 636]
paragraph: From J. Ravenhall, asking the Council to pay him 1.5 for rent over-paid and 1.2 for loss of use of the section, the use of which was taken by Mr R. P. Smith.—Mr Coltman said Ravenhall had been hardly dealt with, but the Council had not willingly erred.—A committee consisting of His Worship the Mayor and Councillors Coltman and Freeman were appointed to go into the matter.: [185, 501, 350, 570]
advert-at: AT: [790, 143, 801, 153]
article-headline: Newspaper Ideas.: [750, 798, 841, 813]
paragraph: From a ratepayer, asking Council's sanction to transfer his lease of borough section to another ratepayer.—Sanction not given.: [185, 474, 350, 500]
renovating-tail: AND ANYTHING ELSE YOU MAY REQUIRE.: [900, 764, 1094, 773]
paragraph: The British newspapers urge the sending of more infantry and the extending of blockhouses to make up for the lack of mounted men. They commend New Zealand's action in sending another contingent and declare it a grave and serious rebuke to anti-patriotic and foreign Governments.: [713, 444, 878, 496]
divider: [746, 792, 845, 793]
advert-line: If you want to encourage local industry get your boots or shoes made to: [889, 1069, 1105, 1088]
paragraph: It is well known that, with prolonged rainy nights, crops have been kept above ground even for weeks, so that a by-law prohibiting this custom is very much more needed.—Opotiki Herald.: [713, 940, 878, 975]
paragraph: Mr Rhodes moved that Mr Henry should be sued for removing or causing the dam to be removed. He did this because of Henry's removing the dam and claiming the water taken elsewhere.: [185, 65, 350, 100]
paragraph: that the Engineer should report on it for next meeting.: [17, 30, 172, 38]
cash-boot-shop: CASH BOOT SHOP,: [955, 874, 1039, 884]
advert-question: WHAT ? WHERE ?: [765, 132, 826, 142]
paragraph: After the ceremony the party and guests sat down to a splendid wedding breakfast in the marquee.: [185, 1020, 350, 1037]
paragraph: The tenancy of a borough resident was received on account of poverty.: [185, 393, 350, 411]
paragraph: At the Borough Council meeting last evening letters were received from two insurance companies, stating that they were not lending money on water works as security.: [537, 407, 702, 441]
